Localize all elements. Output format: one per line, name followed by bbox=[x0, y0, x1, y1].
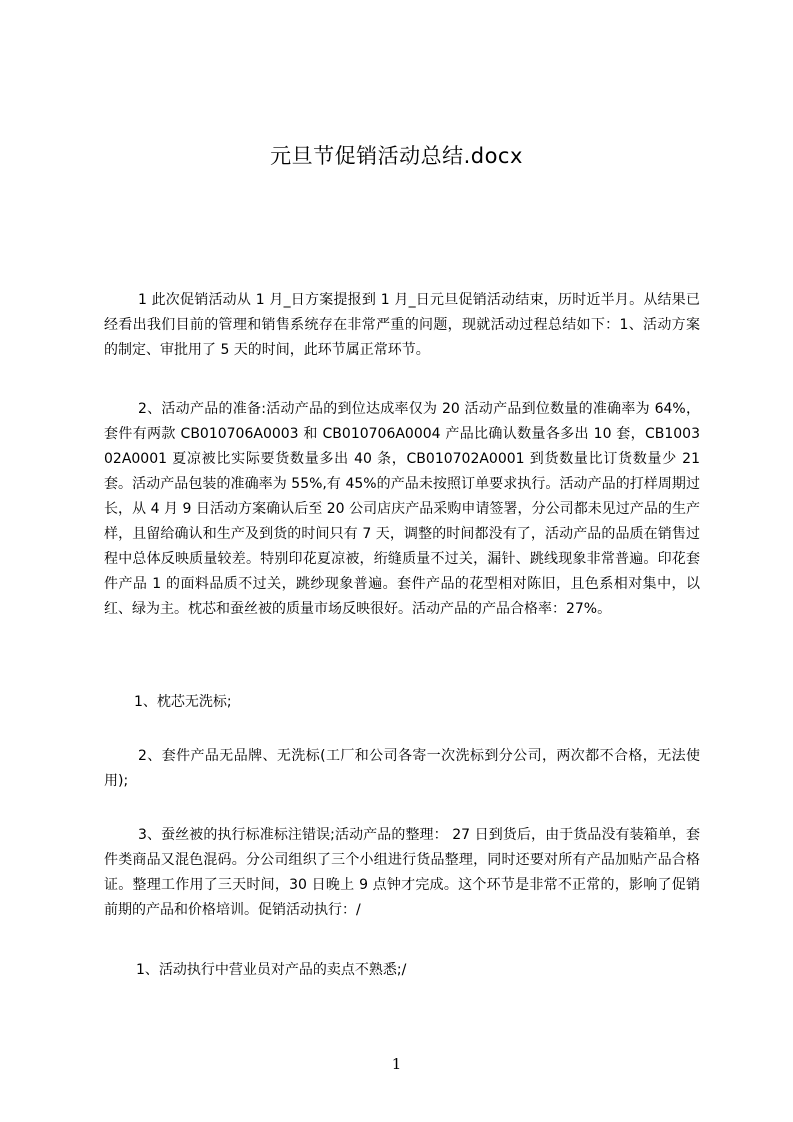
paragraph-product-preparation: 2、活动产品的准备:活动产品的到位达成率仅为 20 活动产品到位数量的准确率为 64%，套件有两款 CB010706A0003 和 CB010706A0004 产品比确认数量各多出 10 套，CB100302A0001 夏凉被比实际要货数量多出 40 条，CB010702A0001 到货数量比订货数量少 21 套。活动产品包装的准确率为 55%,有 45%的产品未按照订单要求执行。活动产品的打样周期过长，从 4 月 9 日活动方案确认后至 20 公司店庆产品采购申请签署，分公司都未见过产品的生产样，且留给确认和生产及到货的时间只有 7 天，调整的时间都没有了，活动产品的品质在销售过程中总体反映质量较差。特别印花夏凉被，绗缝质量不过关，漏针、跳线现象非常普遍。印花套件产品 1 的面料品质不过关，跳纱现象普遍。套件产品的花型相对陈旧，且色系相对集中，以红、绿为主。枕芯和蚕丝被的质量市场反映很好。活动产品的产品合格率：27%。 bbox=[104, 401, 700, 617]
paragraph-intro: 1 此次促销活动从 1 月_日方案提报到 1 月_日元旦促销活动结束，历时近半月。从结果已经看出我们目前的管理和销售系统存在非常严重的问题，现就活动过程总结如下：1、活动方案的制定、审批用了 5 天的时间，此环节属正常环节。 bbox=[104, 292, 700, 358]
paragraph-silk-quilt-standard: 3、蚕丝被的执行标准标注错误;活动产品的整理： 27 日到货后，由于货品没有装箱单，套件类商品又混色混码。分公司组织了三个小组进行货品整理，同时还要对所有产品加贴产品合格证。整理工作用了三天时间，30 日晚上 9 点钟才完成。这个环节是非常不正常的，影响了促销前期的产品和价格培训。促销活动执行：/ bbox=[104, 827, 700, 918]
paragraph-staff-unfamiliar: 1、活动执行中营业员对产品的卖点不熟悉;/ bbox=[136, 962, 407, 978]
paragraph-pillow-no-label: 1、枕芯无洗标; bbox=[134, 694, 232, 710]
paragraph-set-no-brand: 2、套件产品无品牌、无洗标(工厂和公司各寄一次洗标到分公司，两次都不合格，无法使用); bbox=[104, 748, 700, 789]
page-number: 1 bbox=[391, 1055, 402, 1073]
document-title: 元旦节促销活动总结.docx bbox=[270, 144, 523, 168]
